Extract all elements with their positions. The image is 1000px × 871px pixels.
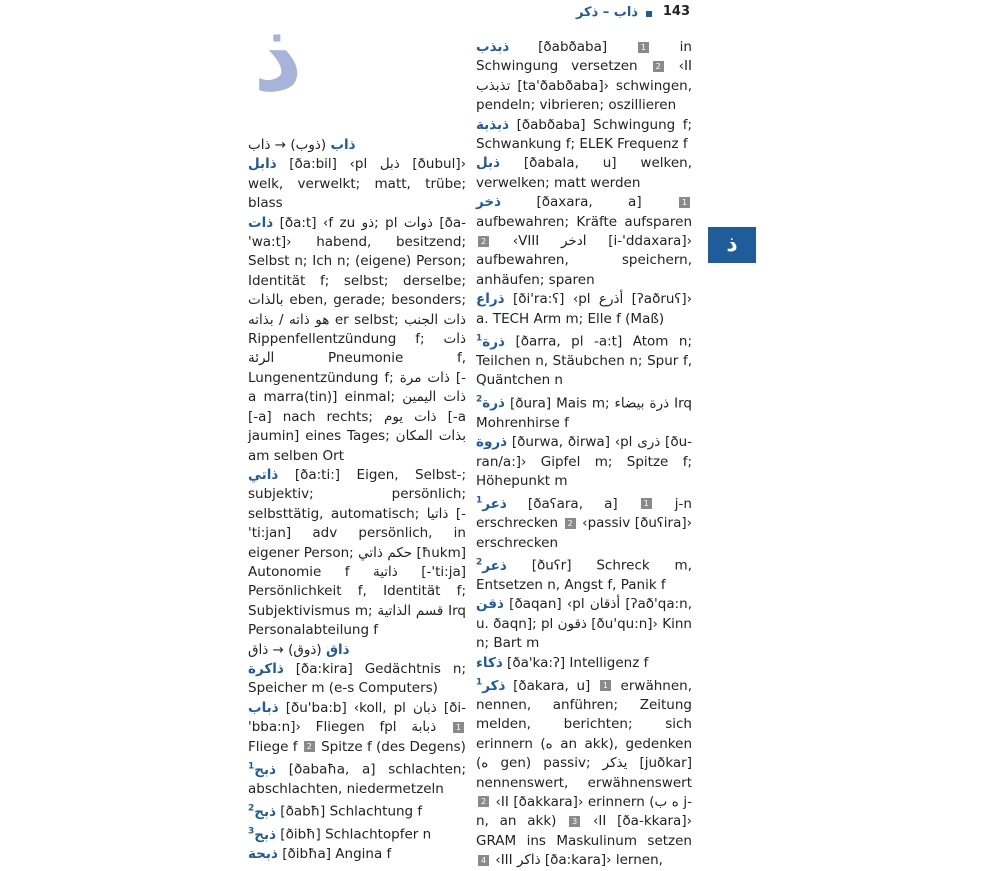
right-column (476, 38, 692, 871)
entry-headword: $^1$ذعر (476, 495, 507, 512)
sense-number-badge: 2 (478, 796, 489, 807)
entry-headword: ذاكرة (248, 660, 284, 677)
section-tab (708, 227, 756, 263)
entry-definition: [ða:kira] Gedächtnis n; Speicher m (e-s Computers) (248, 660, 466, 697)
entry-headword: ذاب (330, 137, 356, 153)
dictionary-entry (476, 193, 692, 290)
dictionary-entry (476, 290, 692, 329)
entry-headword: ذابل (248, 156, 277, 173)
entry-definition: [ðabðaba] Schwingung f; Schwankung f; ELEK Frequenz f (476, 116, 692, 153)
entry-definition: [ðaʕara, a] 1 j-n erschrecken 2 ‹passiv [ðuʕira]› erschrecken (476, 495, 693, 551)
entry-headword: $^3$ذبح (248, 826, 276, 843)
dictionary-entry (476, 595, 692, 653)
entry-headword: ذقن (476, 596, 504, 613)
entry-definition: (ذوب) → ذاب (248, 137, 327, 153)
entry-headword: $^1$ذبح (248, 761, 276, 778)
sense-number-badge: 2 (304, 741, 315, 752)
entry-definition: [ðabðaba] 1 in Schwingung versetzen 2 ‹II تذبذب [ta'ðabðaba]› schwingen, pendeln; vibrieren; oszillieren (476, 39, 693, 114)
entry-definition: [ðabala, u] welken, verwelken; matt werden (476, 155, 692, 191)
dictionary-entry (248, 155, 466, 213)
entry-definition: [ðaqan] ‹pl أذقان [ʔað'qa:n, u. ðaqn]; pl ذقون [ðu'qu:n]› Kinn n; Bart m (476, 596, 692, 652)
homograph-number: 2 (476, 394, 483, 405)
entry-definition: (ذوق) → ذاق (248, 641, 322, 658)
dictionary-entry (476, 673, 692, 871)
sense-number-badge: 1 (679, 197, 690, 208)
entry-headword: $^2$ذرة (476, 394, 505, 412)
entry-headword: ذبذبة (476, 116, 510, 133)
entry-headword: ذباب (248, 699, 279, 716)
entry-headword: ذبذب (476, 39, 510, 55)
dictionary-entry (248, 845, 466, 864)
dictionary-entry (248, 136, 466, 155)
dictionary-entry (248, 466, 466, 641)
entry-headword: ذبل (476, 155, 501, 172)
dictionary-entry (248, 214, 466, 466)
sense-number-badge: 3 (569, 816, 580, 827)
page-number: 143 (662, 4, 690, 19)
homograph-number: 1 (248, 761, 255, 771)
entry-headword: $^2$ذعر (476, 557, 507, 574)
sense-number-badge: 1 (638, 42, 649, 53)
entry-definition: [ðibħa] Angina f (282, 846, 392, 863)
dictionary-entry (476, 391, 692, 433)
entry-headword: ذراع (476, 291, 505, 308)
dictionary-entry (248, 822, 466, 845)
entry-definition: [ðura] Mais m; ذرة بيضاء Irq Mohrenhirse f (476, 395, 692, 431)
decorative-letter (248, 0, 308, 108)
entry-definition: [ðabaħa, a] schlachten; abschlachten, niedermetzeln (248, 761, 466, 797)
left-column (248, 136, 466, 865)
sense-number-badge: 2 (653, 61, 664, 72)
dictionary-entry (248, 699, 466, 757)
sense-number-badge: 2 (565, 518, 576, 529)
homograph-number: 1 (476, 677, 483, 687)
homograph-number: 2 (248, 803, 255, 814)
entry-definition: [ðabħ] Schlachtung f (280, 803, 423, 820)
dictionary-entry (476, 154, 692, 193)
homograph-number: 2 (476, 557, 483, 568)
entry-definition: [ða'ka:ʔ] Intelligenz f (507, 654, 649, 671)
dictionary-entry (248, 641, 466, 660)
sense-number-badge: 2 (478, 236, 489, 247)
entry-headword: ذات (248, 214, 274, 231)
sense-number-badge: 1 (453, 722, 464, 733)
header-letter-range: ذاب – ذكر (575, 5, 638, 20)
dictionary-entry (476, 116, 692, 155)
section-tab-letter: ذ (726, 232, 738, 257)
entry-headword: ذاق (325, 641, 350, 658)
dictionary-entry (476, 433, 692, 491)
dictionary-entry (248, 757, 466, 799)
entry-headword: ذروة (476, 434, 508, 451)
entry-definition: [ðakara, u] 1 erwähnen, nennen, anführen; Zeitung melden, berichten; sich erinnern (ه an akk), gedenken (ه gen) passiv; يذكر [juðkar] nennenswert, erwähnenswert 2 ‹II [ðakkara]› erinnern (ه ب j-n, an akk) 3 ‹II [ða-kkara]› GRAM ins Maskulinum setzen 4 ‹III ذاكر [ða:kara]› lernen, (476, 677, 692, 869)
entry-definition: [ðu'ba:b] ‹koll, pl ذبان [ði-'bba:n]› Fliegen fpl ذبابة 1 Fliege f 2 Spitze f (des Degens) (248, 699, 466, 755)
svg-text:ذ: ذ (253, 1, 303, 108)
entry-headword: ذكاء (476, 654, 503, 671)
entry-headword: ذاتي (248, 466, 279, 483)
dictionary-entry (476, 329, 692, 391)
dictionary-entry (476, 38, 692, 116)
homograph-number: 3 (248, 826, 255, 837)
entry-headword: ذبحة (248, 846, 278, 863)
dictionary-entry (248, 660, 466, 699)
dictionary-entry (248, 799, 466, 822)
homograph-number: 1 (476, 495, 483, 506)
entry-definition: [ða:t] ‹f zu ذو; pl ذوات [ða-'wa:t]› habend, besitzend; Selbst n; Ich n; (eigene) Person; Identität f; selbst; derselbe; بالذات eben, gerade; besonders; هو ذاته / بذاته er selbst; ذات الجنب Rippenfellentzündung f; ذات الرئة Pneumonie f, Lungenentzündung f; ذات مرة [-a marra(tin)] einmal; ذات اليمين [-a] nach rechts; ذات يوم [-a jaumin] eines Tages; بذات المكان am selben Ort (248, 214, 467, 464)
entry-definition: [ðibħ] Schlachtopfer n (280, 826, 432, 843)
entry-definition: [ða:ti:] Eigen, Selbst-; subjektiv; persönlich; selbsttätig, automatisch; ذاتيا [-'ti:jan] adv persönlich, in eigener Person; حكم ذاتي [ħukm] Autonomie f ذاتية [-'ti:ja] Persönlichkeit f, Identität f; Subjektivismus m; قسم الذاتية Irq Personalabteilung f (248, 466, 466, 639)
entry-definition: [ði'ra:ʕ] ‹pl أذرع [ʔaðruʕ]› a. TECH Arm m; Elle f (Maß) (476, 291, 692, 327)
sense-number-badge: 4 (478, 855, 489, 866)
header-square-icon (646, 11, 652, 17)
sense-number-badge: 1 (600, 680, 611, 691)
entry-definition: [ðarra, pl -a:t] Atom n; Teilchen n, Stäubchen n; Spur f, Quäntchen n (476, 333, 692, 389)
entry-definition: [ða:bil] ‹pl ذبل [ðubul]› welk, verwelkt; matt, trübe; blass (248, 156, 467, 212)
dictionary-entry (476, 553, 692, 595)
entry-headword: $^1$ذرة (476, 333, 505, 350)
entry-headword: $^1$ذكر (476, 677, 506, 694)
entry-definition: [ðurwa, ðirwa] ‹pl ذرى [ðu-ran/a:]› Gipfel m; Spitze f; Höhepunkt m (476, 434, 693, 489)
entry-headword: ذخر (476, 194, 502, 211)
dictionary-entry (476, 654, 692, 673)
entry-definition: [ðuʕr] Schreck m, Entsetzen n, Angst f, Panik f (476, 557, 692, 593)
running-header (560, 4, 690, 24)
sense-number-badge: 1 (641, 498, 652, 509)
entry-definition: [ðaxara, a] 1 aufbewahren; Kräfte aufsparen 2 ‹VIII ادخر [i-'ddaxara]› aufbewahren, speichern, anhäufen; sparen (476, 194, 692, 288)
dictionary-entry (476, 491, 692, 553)
homograph-number: 1 (476, 333, 483, 344)
entry-headword: $^2$ذبح (248, 803, 276, 820)
